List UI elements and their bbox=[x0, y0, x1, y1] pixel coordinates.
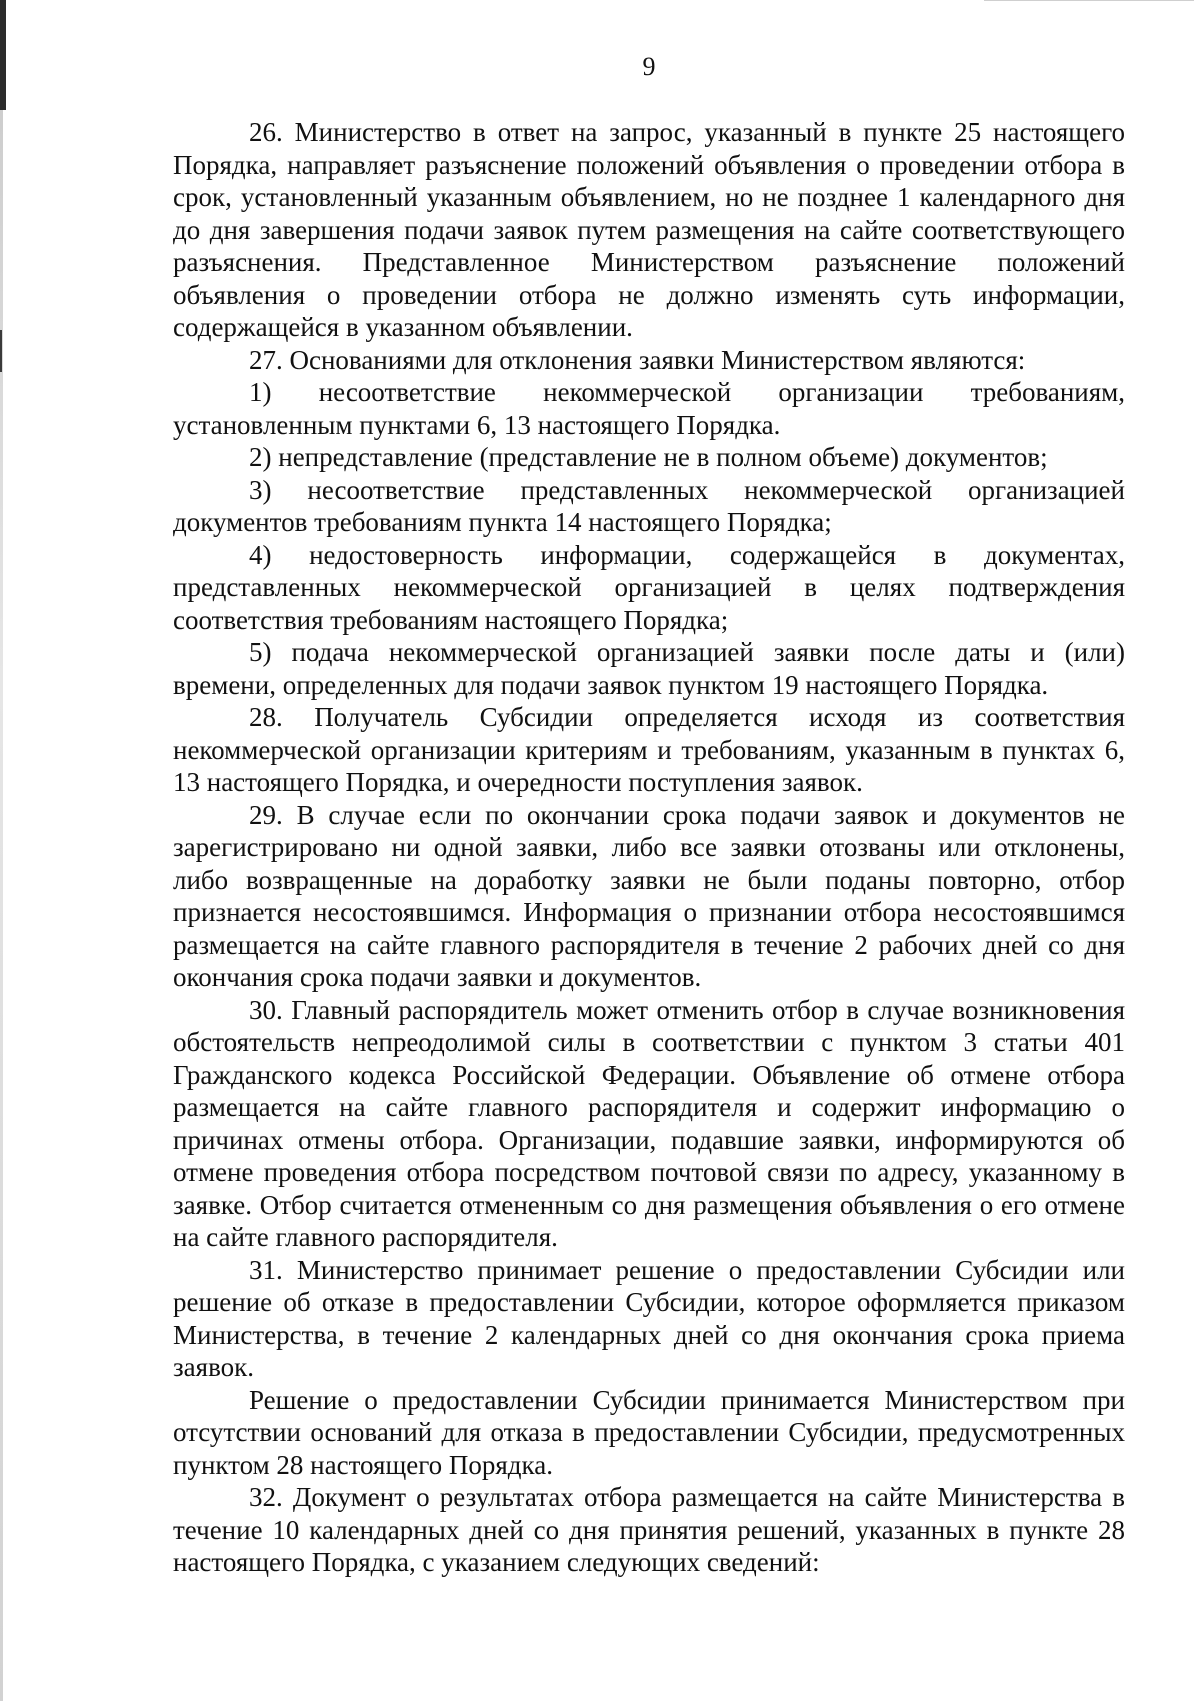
paragraph-26: 26. Министерство в ответ на запрос, указанный в пункте 25 настоящего Порядка, направляет разъяснение положений объявления о проведении отбора в срок, установленный указанным объявлением, но не позднее 1 календарного дня до дня завершения подачи заявок путем размещения на сайте соответствующего разъяснения. Представленное Министерством разъяснение положений объявления о проведении отбора не должно изменять суть информации, содержащейся в указанном объявлении. bbox=[173, 117, 1125, 342]
paragraph-32: 32. Документ о результатах отбора размещается на сайте Министерства в течение 10 календарных дней со дня принятия решений, указанных в пункте 28 настоящего Порядка, с указанием следующих сведений: bbox=[173, 1482, 1125, 1577]
scan-artifact-mark bbox=[0, 0, 6, 110]
scan-left-edge bbox=[0, 0, 3, 1701]
document-page bbox=[173, 52, 1125, 1579]
list-item-27-4: 4) недостоверность информации, содержащейся в документах, представленных некоммерческой организацией в целях подтверждения соответствия требованиям настоящего Порядка; bbox=[173, 539, 1125, 635]
paragraph-28: 28. Получатель Субсидии определяется исходя из соответствия некоммерческой организации критериям и требованиям, указанным в пунктах 6, 13 настоящего Порядка, и очередности поступления заявок. bbox=[173, 702, 1125, 797]
scan-artifact-line bbox=[984, 0, 1194, 1]
list-item-27-2: 2) непредставление (представление не в полном объеме) документов; bbox=[249, 442, 1048, 472]
paragraph-31: 31. Министерство принимает решение о предоставлении Субсидии или решение об отказе в предоставлении Субсидии, которое оформляется приказом Министерства, в течение 2 календарных дней со дня окончания срока приема заявок. bbox=[173, 1254, 1125, 1382]
paragraph-31-decision: Решение о предоставлении Субсидии принимается Министерством при отсутствии оснований для отказа в предоставлении Субсидии, предусмотренных пунктом 28 настоящего Порядка. bbox=[173, 1384, 1125, 1480]
page-number: 9 bbox=[642, 52, 656, 81]
list-item-27-1: 1) несоответствие некоммерческой организации требованиям, установленным пунктами 6, 13 настоящего Порядка. bbox=[173, 377, 1125, 440]
scan-artifact-mark bbox=[0, 330, 2, 372]
paragraph-27: 27. Основаниями для отклонения заявки Министерством являются: bbox=[249, 344, 1026, 375]
paragraph-29: 29. В случае если по окончании срока подачи заявок и документов не зарегистрировано ни одной заявки, либо все заявки отозваны или отклонены, либо возвращенные на доработку заявки не были поданы повторно, отбор признается несостоявшимся. Информация о признании отбора несостоявшимся размещается на сайте главного распорядителя в течение 2 рабочих дней со дня окончания срока подачи заявки и документов. bbox=[173, 799, 1125, 992]
list-item-27-5: 5) подача некоммерческой организацией заявки после даты и (или) времени, определенных для подачи заявок пунктом 19 настоящего Порядка. bbox=[173, 637, 1125, 700]
paragraph-30: 30. Главный распорядитель может отменить отбор в случае возникновения обстоятельств непреодолимой силы в соответствии с пунктом 3 статьи 401 Гражданского кодекса Российской Федерации. Объявление об отмене отбора размещается на сайте главного распорядителя и содержит информацию о причинах отмены отбора. Организации, подавшие заявки, информируются об отмене проведения отбора посредством почтовой связи по адресу, указанному в заявке. Отбор считается отмененным со дня размещения объявления о его отмене на сайте главного распорядителя. bbox=[173, 994, 1125, 1252]
list-item-27-3: 3) несоответствие представленных некоммерческой организацией документов требованиям пункта 14 настоящего Порядка; bbox=[173, 474, 1125, 537]
